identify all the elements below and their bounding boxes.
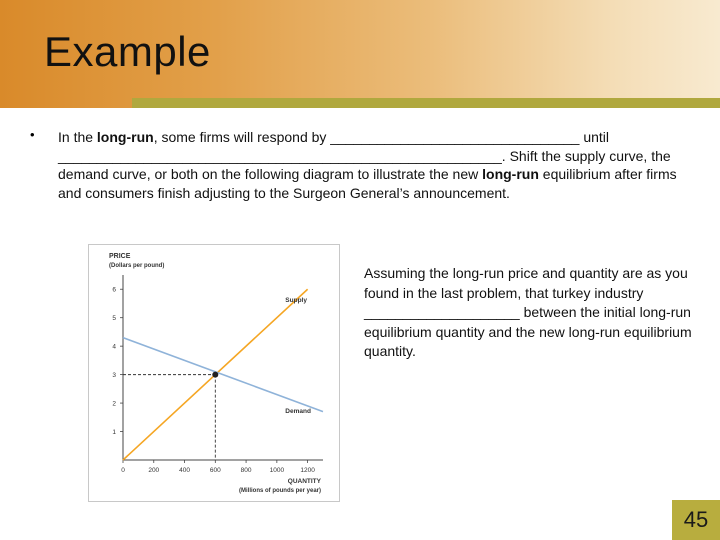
supply-demand-diagram xyxy=(88,244,340,502)
page-number-badge: 45 xyxy=(672,500,720,540)
x-tick-label: 400 xyxy=(179,467,190,474)
y-axis-label: PRICE xyxy=(109,253,131,260)
x-tick-label: 1000 xyxy=(269,467,285,474)
side-note: Assuming the long-run price and quantity are as you found in the last problem, that turkey industry ____________________ between the initial long-run equilibrium quantity and the new long-run equilibrium quantity. xyxy=(364,265,692,359)
y-tick-label: 3 xyxy=(112,372,116,380)
y-axis-unit-label: (Dollars per pound) xyxy=(109,263,165,269)
demand-curve-label: Demand xyxy=(285,408,311,416)
chart-svg xyxy=(89,245,339,501)
y-tick-label: 1 xyxy=(112,429,116,437)
supply-curve-label: Supply xyxy=(285,297,307,305)
paragraph-bold-1: long-run xyxy=(96,129,154,145)
question-paragraph xyxy=(58,128,683,202)
x-axis-label: QUANTITY xyxy=(287,478,321,485)
y-tick-label: 6 xyxy=(112,286,116,294)
x-tick-label: 0 xyxy=(121,467,125,474)
x-tick-label: 200 xyxy=(148,467,160,474)
title-underline-bar xyxy=(132,98,720,108)
equilibrium-point xyxy=(212,372,218,378)
paragraph-bold-2: long-run xyxy=(482,166,539,182)
x-axis-unit-label: (Millions of pounds per year) xyxy=(238,488,321,494)
y-tick-label: 4 xyxy=(112,343,116,351)
paragraph-text-3: equilibrium after firms and consumers finish adjusting to the Surgeon General’s announcement. xyxy=(58,166,677,201)
x-tick-label: 1200 xyxy=(300,467,315,474)
paragraph-text-1: In the xyxy=(58,129,97,145)
bullet-icon: • xyxy=(30,127,35,142)
x-tick-label: 600 xyxy=(209,467,221,474)
paragraph-text-2: , some firms will respond by ________________________________ until _________________________________________________________. Shift the supply curve, the demand curve, or both on the following diagram to illustrate the new xyxy=(58,129,671,182)
y-tick-label: 5 xyxy=(112,315,116,323)
slide-title: Example xyxy=(44,28,211,75)
x-tick-label: 800 xyxy=(240,467,252,474)
y-tick-label: 2 xyxy=(112,400,116,408)
